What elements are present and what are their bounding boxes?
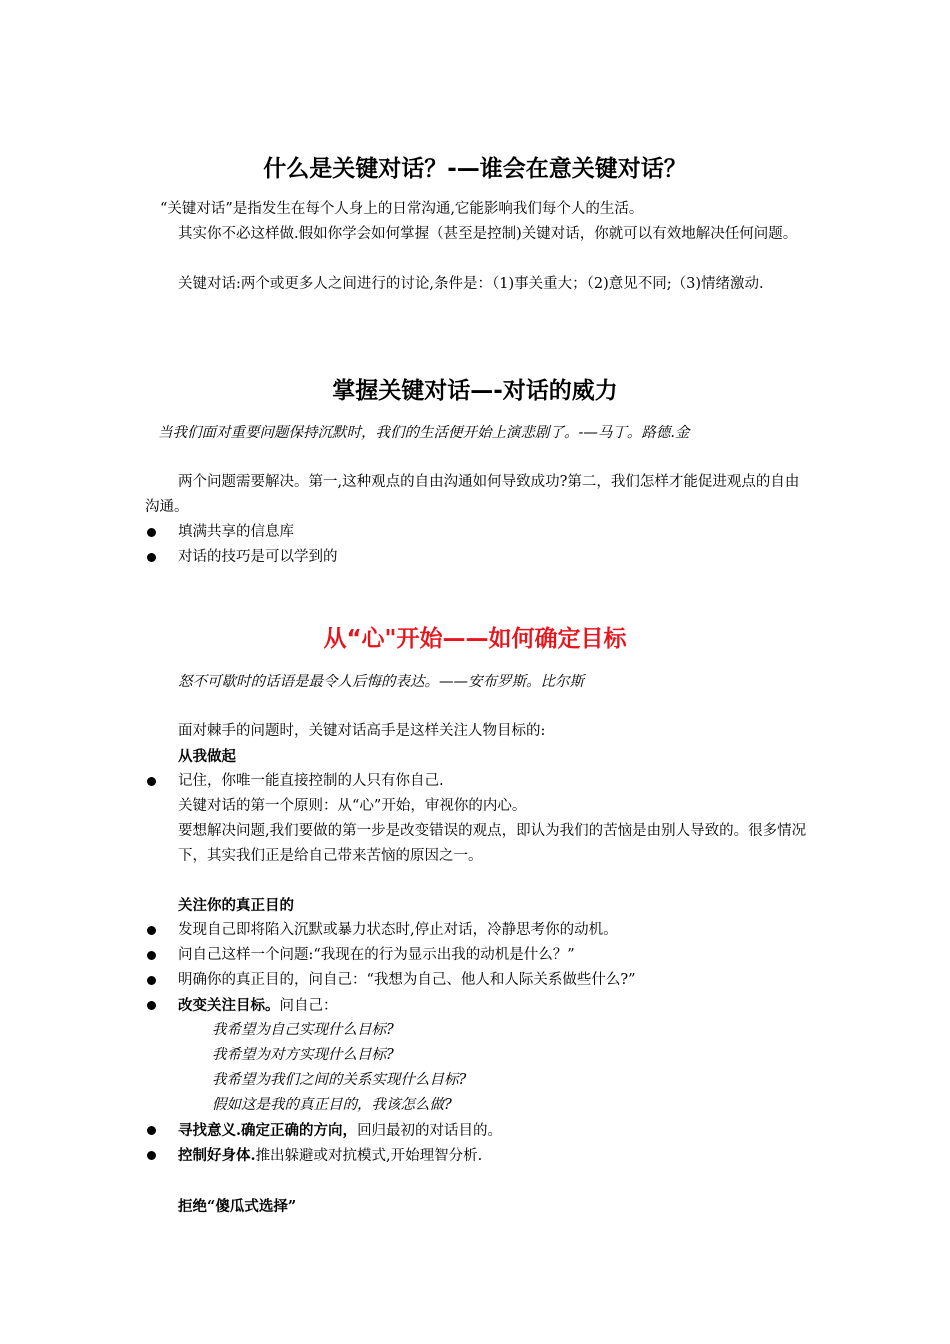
list-item <box>145 968 810 993</box>
list-item-text: 明确你的真正目的，问自己：“我想为自己、他人和人际关系做些什么?” <box>178 972 636 988</box>
list-item <box>145 769 810 794</box>
list-item-text: 问自己： <box>279 998 338 1014</box>
bullet-icon <box>147 777 156 786</box>
list-item <box>145 1118 810 1144</box>
bullet-icon <box>147 553 156 562</box>
subheading: 关注你的真正目的 <box>178 897 294 914</box>
quote: 当我们面对重要问题保持沉默时，我们的生活便开始上演悲剧了。-—马丁。路德.金 <box>158 425 690 441</box>
list-item-text: 回归最初的对话目的。 <box>357 1123 503 1139</box>
paragraph: 关键对话的第一个原则：从“心”开始，审视你的内心。 <box>178 798 527 814</box>
list-item <box>145 943 810 968</box>
subheading: 拒绝“傻瓜式选择” <box>178 1198 297 1215</box>
paragraph: 两个问题需要解决。第一,这种观点的自由沟通如何导致成功?第二，我们怎样才能促进观点的自由沟通。 <box>145 474 800 515</box>
list-item-text: 填满共享的信息库 <box>178 524 294 540</box>
list-item-bold: 改变关注目标。 <box>178 997 280 1014</box>
bullet-icon <box>147 1001 156 1010</box>
bullet-icon <box>147 926 156 935</box>
list-item-text: 推出躲避或对抗模式,开始理智分析. <box>255 1148 483 1164</box>
list-item-bold: 寻找意义.确定正确的方向， <box>178 1122 358 1139</box>
list-item <box>145 918 810 943</box>
list-item <box>145 545 810 570</box>
list-item-text: 对话的技巧是可以学到的 <box>178 549 338 565</box>
bullet-icon <box>147 976 156 985</box>
subheading: 从我做起 <box>178 748 236 765</box>
bullet-icon <box>147 528 156 537</box>
paragraph: 其实你不必这样做.假如你学会如何掌握（甚至是控制)关键对话，你就可以有效地解决任何问题。 <box>178 226 798 242</box>
paragraph: 关键对话:两个或更多人之间进行的讨论,条件是：（1)事关重大；（2)意见不同;（3)情绪激动. <box>178 276 764 292</box>
list-item-text: 记住，你唯一能直接控制的人只有你自己. <box>178 773 444 789</box>
bullet-icon <box>147 951 156 960</box>
list-item-text: 问自己这样一个问题:“我现在的行为显示出我的动机是什么？” <box>178 947 575 963</box>
list-item <box>145 520 810 545</box>
question: 我希望为对方实现什么目标? <box>212 1047 394 1063</box>
question: 假如这是我的真正目的，我该怎么做? <box>212 1097 452 1113</box>
bullet-icon <box>147 1126 156 1135</box>
paragraph: “关键对话”是指发生在每个人身上的日常沟通,它能影响我们每个人的生活。 <box>160 201 644 217</box>
question: 我希望为我们之间的关系实现什么目标? <box>212 1072 467 1088</box>
list-item-bold: 控制好身体. <box>178 1147 256 1164</box>
list-item <box>145 1143 810 1169</box>
paragraph: 面对棘手的问题时，关键对话高手是这样关注人物目标的: <box>178 723 546 739</box>
section-title-2: 掌握关键对话—-对话的威力 <box>332 378 618 404</box>
question: 我希望为自己实现什么目标? <box>212 1022 394 1038</box>
paragraph: 要想解决问题,我们要做的第一步是改变错误的观点，即认为我们的苦恼是由别人导致的。很多情况下，其实我们正是给自己带来苦恼的原因之一。 <box>178 823 807 864</box>
bullet-icon <box>147 1151 156 1160</box>
list-item-text: 发现自己即将陷入沉默或暴力状态时,停止对话，冷静思考你的动机。 <box>178 922 618 938</box>
section-title-1: 什么是关键对话？-—谁会在意关键对话？ <box>263 156 687 182</box>
list-item <box>145 993 810 1019</box>
section-title-3: 从“心"开始——如何确定目标 <box>323 626 627 652</box>
quote: 怒不可歇时的话语是最令人后悔的表达。——安布罗斯。比尔斯 <box>178 674 584 690</box>
